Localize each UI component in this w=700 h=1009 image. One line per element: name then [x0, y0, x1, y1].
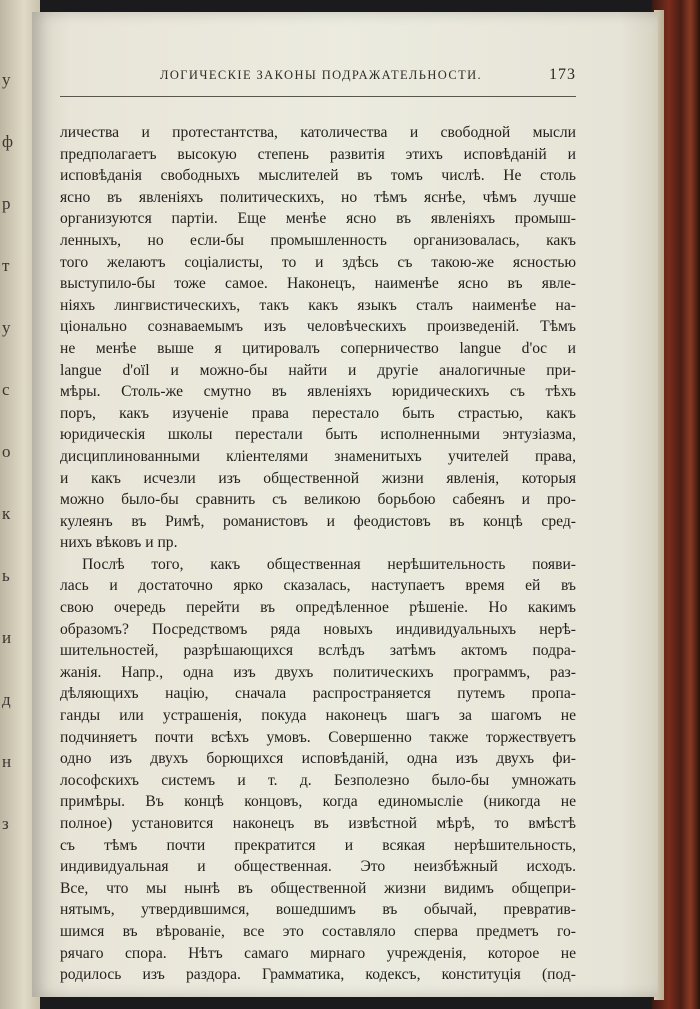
text-line: исповѣданія свободныхъ мыслителей въ томъ числѣ. Не столь	[60, 167, 576, 185]
text-line: лософскихъ системъ и т. д. Безполезно было-бы умножать	[60, 771, 576, 789]
text-line: дѣляющихъ націю, сначала распространяется путемъ пропа-	[60, 685, 576, 703]
text-line: шимся въ вѣрованіе, все это составляло сперва предметъ го-	[60, 922, 576, 940]
header-rule	[60, 96, 576, 97]
text-line: не менѣе выше я цитировалъ соперничество langue d'oc и	[60, 339, 576, 357]
text-line: подчиняетъ почти всѣхъ умовъ. Совершенно также торжествуетъ	[60, 728, 576, 746]
facing-page-fragment: к	[2, 504, 11, 523]
text-line: дисциплинованными кліентелями знаменитыхъ учителей права,	[60, 447, 576, 465]
body-text	[60, 122, 576, 986]
text-line: можно было-бы сравнить съ великою борьбою сабеянъ и про-	[60, 491, 576, 509]
text-line: мѣры. Столь-же смутно въ явленіяхъ юридическихъ съ тѣхъ	[60, 383, 576, 401]
text-line: ленныхъ, но если-бы промышленность организовалась, какъ	[60, 231, 576, 249]
text-line: родилось изъ раздора. Грамматика, кодексъ, конституція (под-	[60, 966, 576, 984]
facing-page-fragment: д	[2, 690, 12, 709]
text-line: индивидуальная и общественная. Это неизбѣжный исходъ.	[60, 858, 576, 876]
text-line: предполагаетъ высокую степень развитія этихъ исповѣданій и	[60, 145, 576, 163]
text-line: организуются партіи. Еще менѣе ясно въ явленіяхъ промыш-	[60, 210, 576, 228]
facing-page-fragment: у	[2, 318, 11, 337]
text-line: выступило-бы тоже самое. Наконецъ, наименѣе ясно въ явле-	[60, 275, 576, 293]
facing-page-fragment: с	[2, 380, 11, 399]
text-line: ціонально сознаваемымъ изъ человѣческихъ произведеній. Тѣмъ	[60, 318, 576, 336]
facing-page-fragment: з	[2, 814, 10, 833]
text-line: рячаго спора. Нѣтъ самаго мирнаго учрежденія, которое не	[60, 944, 576, 962]
text-line: полное) установится наконецъ въ извѣстной мѣрѣ, то вмѣстѣ	[60, 815, 576, 832]
text-line: Послѣ того, какъ общественная нерѣшительность появи-	[82, 555, 576, 573]
running-head: ЛОГИЧЕСКІЕ ЗАКОНЫ ПОДРАЖАТЕЛЬНОСТИ.	[160, 68, 483, 82]
facing-page-fragment: ь	[2, 566, 11, 585]
text-line: образомъ? Посредствомъ ряда новыхъ индивидуальныхъ нерѣ-	[60, 620, 576, 638]
text-line: шительностей, разрѣшающихся вслѣдъ затѣмъ актомъ подра-	[60, 642, 576, 660]
text-line: свою очередь перейти въ опредѣленное рѣшеніе. Но какимъ	[60, 599, 576, 617]
text-line: одно изъ двухъ борющихся исповѣданій, одна изъ двухъ фи-	[60, 750, 576, 768]
text-line: примѣры. Въ концѣ концовъ, когда единомысліе (никогда не	[60, 793, 576, 811]
text-line: ніяхъ лингвистическихъ, такъ какъ языкъ сталъ наименѣе на-	[60, 296, 576, 314]
facing-page-fragment: ф	[2, 132, 14, 151]
text-line: нихъ вѣковъ и пр.	[60, 534, 178, 552]
facing-page-fragment: р	[2, 194, 11, 213]
text-line: нятымъ, утвердившимся, вошедшимъ въ обычай, превратив-	[60, 901, 576, 919]
page-header	[60, 66, 576, 92]
facing-page-fragment: т	[2, 256, 10, 275]
text-line: личества и протестантства, католичества и свободной мысли	[60, 124, 576, 141]
text-line: ганды или устрашенія, покуда наконецъ шагъ за шагомъ не	[60, 707, 576, 725]
text-line: съ тѣмъ почти прекратится и всякая нерѣшительность,	[60, 836, 576, 854]
text-line: кулеянъ въ Римѣ, романистовъ и феодистовъ въ концѣ сред-	[60, 512, 576, 530]
page-number: 173	[549, 66, 576, 83]
text-line: поръ, какъ изученіе права перестало быть страстью, какъ	[60, 404, 576, 422]
text-line: ясно въ явленіяхъ политическихъ, но тѣмъ яснѣе, чѣмъ лучше	[60, 188, 576, 206]
text-line: Все, что мы нынѣ въ общественной жизни видимъ общепри-	[60, 879, 576, 897]
facing-page-fragment: н	[2, 752, 12, 771]
facing-page-fragment: у	[2, 70, 11, 89]
text-line: юридическія школы перестали быть исполненными энтузіазма,	[60, 426, 576, 444]
text-line: лась и достаточно ярко сказалась, наступаетъ время ей въ	[60, 577, 576, 595]
book-page	[32, 12, 658, 997]
text-line: langue d'oïl и можно-бы найти и другіе аналогичные при-	[60, 361, 576, 379]
text-line: жанія. Напр., одна изъ двухъ политическихъ программъ, раз-	[60, 663, 576, 681]
facing-page-fragment: о	[2, 442, 11, 461]
text-line: того желаютъ соціалисты, то и здѣсь съ такою-же ясностью	[60, 253, 576, 271]
facing-page-fragment: и	[2, 628, 12, 647]
text-line: и какъ исчезли изъ общественной жизни явленія, которыя	[60, 469, 576, 487]
